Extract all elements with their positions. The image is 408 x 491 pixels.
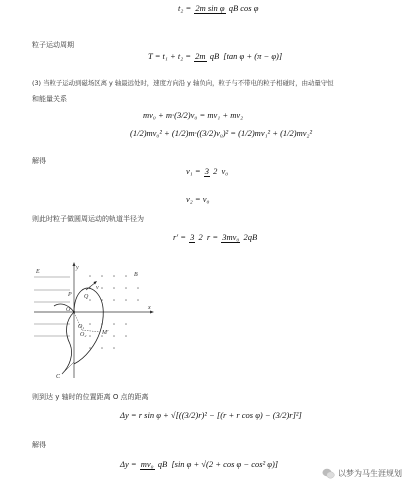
label-M: M′	[102, 330, 109, 336]
entry-path	[54, 304, 74, 312]
equation-energy: (1/2)mv₀² + (1/2)m·((3/2)v₀)² = (1/2)mv₁² + (1/2)mv₂²	[130, 128, 313, 138]
velocity-arrowhead	[94, 281, 98, 285]
eq-dy2-num: mv₀	[140, 458, 154, 469]
eq-T-den: qB	[209, 51, 220, 62]
label-Q: Q	[84, 294, 89, 300]
trajectory-arc-2	[62, 312, 74, 374]
wechat-icon	[322, 468, 335, 479]
label-O: O	[66, 307, 71, 313]
point-origin	[73, 311, 75, 313]
eq-t2-lhs: t₂ =	[178, 3, 192, 14]
solve-label-2: 解得	[32, 441, 46, 449]
watermark	[322, 468, 402, 479]
electric-field-lines	[34, 277, 70, 336]
label-y: y	[76, 265, 79, 271]
label-C: C	[56, 374, 61, 380]
equation-period	[148, 50, 282, 62]
watermark-text: 以梦为马生涯规划	[338, 469, 402, 478]
label-x: x	[148, 305, 151, 311]
eq-v1-num: 3	[204, 165, 209, 176]
eq-v1-rhs: v₀	[221, 166, 229, 177]
eq-T-lhs: T = t₁ + t₂ =	[148, 51, 192, 62]
eq-dy2-lhs: Δy =	[120, 459, 137, 470]
part3-line2: 和能量关系	[32, 95, 67, 103]
equation-v1	[186, 165, 228, 177]
label-v: v	[96, 285, 99, 291]
distance-label: 则到达 y 轴时的位置距离 O 点的距离	[32, 393, 149, 401]
radius-label: 则此时粒子做圆周运动的轨道半径为	[32, 215, 144, 223]
trajectory-diagram	[30, 262, 160, 380]
equation-t2	[178, 2, 260, 14]
eq-r-lhs: r′ =	[173, 232, 187, 243]
eq-dy2-den: qB	[157, 459, 168, 470]
eq-v1-den: 2	[213, 166, 218, 177]
equation-v2: v₂ = v₀	[186, 194, 210, 204]
eq-r-den1: 2	[198, 232, 203, 243]
equation-radius	[173, 231, 259, 243]
eq-T-num: 2m	[195, 50, 206, 61]
eq-r-mid: r =	[206, 232, 219, 243]
eq-r-fraction-1	[189, 232, 204, 243]
eq-T-fraction	[194, 51, 220, 62]
eq-v1-lhs: v₁ =	[186, 166, 201, 177]
eq-v1-fraction	[204, 166, 219, 177]
radius-line-3	[62, 362, 74, 374]
eq-t2-fraction	[194, 3, 259, 14]
eq-r-den2: 2qB	[243, 232, 258, 243]
label-O1: O₁	[78, 324, 85, 330]
label-B: B	[134, 272, 138, 278]
label-E: E	[36, 269, 40, 275]
eq-r-fraction-2	[221, 232, 258, 243]
solve-label-1: 解得	[32, 157, 46, 165]
equation-momentum: mv₀ + m·(3/2)v₀ = mv₁ + mv₂	[143, 110, 244, 120]
eq-T-rhs: [tan φ + (π − φ)]	[223, 51, 283, 62]
equation-delta-y-result	[120, 458, 278, 470]
part3-line1: (3) 当粒子运动到磁场区离 y 轴最远处时，速度方向沿 y 轴负向，粒子与不带电的粒子相碰时，由动量守恒	[32, 79, 334, 87]
eq-t2-den: qB cos φ	[228, 3, 259, 14]
eq-t2-num: 2m sin φ	[195, 2, 225, 13]
eq-dy2-fraction	[140, 459, 168, 470]
eq-dy2-rhs: [sin φ + √(2 + cos φ − cos² φ)]	[171, 459, 279, 470]
equation-delta-y: Δy = r sin φ + √[((3/2)r)² − [(r + r cos φ) − (3/2)r]²]	[120, 410, 302, 420]
label-P: P	[68, 292, 72, 298]
period-label: 粒子运动周期	[32, 41, 74, 49]
eq-r-num1: 3	[190, 231, 195, 242]
label-O2: O₂	[80, 332, 87, 338]
eq-r-num2: 3mv₀	[222, 231, 240, 242]
